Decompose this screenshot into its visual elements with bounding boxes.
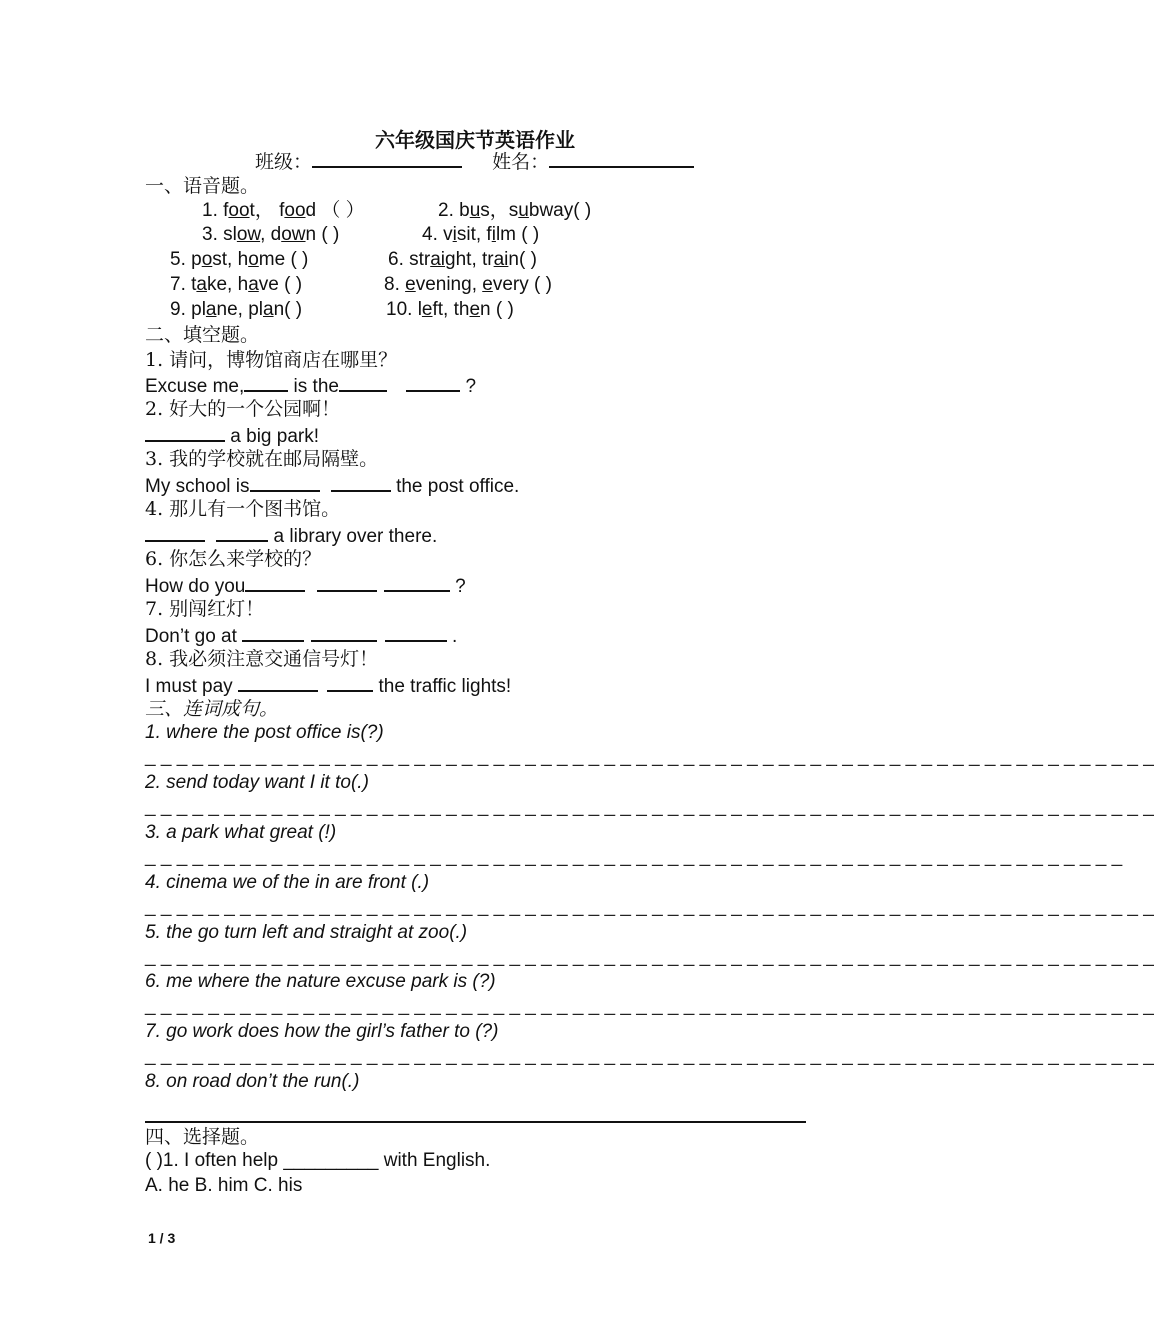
fill-question-cn: 6. 你怎么来学校的？	[145, 548, 322, 570]
section-heading-fill: 二、填空题。	[145, 324, 260, 346]
order-question: 3. a park what great (!)	[145, 822, 337, 843]
answer-blank[interactable]	[145, 422, 225, 442]
section-heading-choice: 四、选择题。	[145, 1126, 260, 1148]
answer-blank[interactable]	[244, 372, 288, 392]
fill-question-cn: 8. 我必须注意交通信号灯！	[145, 648, 379, 670]
answer-blank[interactable]	[406, 372, 460, 392]
fill-question-en: How do you ?	[145, 572, 466, 599]
answer-blank[interactable]	[238, 672, 318, 692]
answer-blank[interactable]	[327, 672, 373, 692]
phonics-item: 3. slow, down ( )	[202, 224, 340, 245]
phonics-item: 8. evening, every ( )	[384, 274, 552, 295]
phonics-item: 10. left, then ( )	[386, 299, 514, 320]
class-blank[interactable]	[312, 148, 462, 168]
answer-blank[interactable]	[311, 622, 377, 642]
fill-question-en: My school is the post office.	[145, 472, 519, 499]
answer-blank[interactable]	[145, 522, 205, 542]
choice-options: A. he B. him C. his	[145, 1175, 303, 1196]
answer-blank[interactable]	[331, 472, 391, 492]
answer-blank[interactable]	[250, 472, 320, 492]
page-number: 1 / 3	[148, 1230, 176, 1246]
answer-blank[interactable]	[317, 572, 377, 592]
phonics-item: 1. foot， food （ ）	[202, 200, 365, 221]
phonics-item: 2. bus，subway( )	[438, 200, 592, 221]
answer-line[interactable]	[145, 1121, 806, 1123]
fill-question-cn: 2. 好大的一个公园啊！	[145, 398, 341, 420]
choice-question: ( )1. I often help _________ with English.	[145, 1150, 491, 1171]
class-name-line	[255, 148, 694, 174]
phonics-item: 6. straight, train( )	[388, 249, 537, 270]
order-question: 2. send today want I it to(.)	[145, 772, 369, 793]
answer-blank[interactable]	[384, 572, 450, 592]
fill-question-en: Don’t go at .	[145, 622, 457, 649]
fill-question-cn: 1. 请问，博物馆商店在哪里？	[145, 349, 398, 371]
phonics-item: 4. visit, film ( )	[422, 224, 540, 245]
section-heading-phonics: 一、语音题。	[145, 175, 260, 197]
order-question: 8. on road don’t the run(.)	[145, 1071, 360, 1092]
phonics-item: 9. plane, plan( )	[170, 299, 303, 320]
fill-question-cn: 7. 别闯红灯！	[145, 598, 265, 620]
answer-dash-line[interactable]: _ _ _ _ _ _ _ _ _ _ _ _ _ _ _ _ _ _ _ _ _ _ _ _ _ _ _ _ _ _ _ _ _ _ _ _ _ _ _ _ _ _ _ _ _ _ _ _ _ _ _ _ _ _ _ _ _ _ _ _ _ _ _ _	[145, 746, 1154, 767]
fill-question-en: a big park!	[145, 422, 319, 449]
fill-question-cn: 4. 那儿有一个图书馆。	[145, 498, 341, 520]
answer-blank[interactable]	[339, 372, 387, 392]
answer-blank[interactable]	[216, 522, 268, 542]
answer-blank[interactable]	[245, 572, 305, 592]
class-label: 班级：	[255, 151, 313, 173]
page-title: 六年级国庆节英语作业	[375, 128, 575, 152]
order-question: 6. me where the nature excuse park is (?)	[145, 971, 496, 992]
fill-question-en: Excuse me, is the ?	[145, 372, 476, 399]
answer-dash-line[interactable]: _ _ _ _ _ _ _ _ _ _ _ _ _ _ _ _ _ _ _ _ _ _ _ _ _ _ _ _ _ _ _ _ _ _ _ _ _ _ _ _ _ _ _ _ _ _ _ _ _ _ _ _ _ _ _ _ _ _ _ _ _ _ _ _	[145, 946, 1154, 967]
order-question: 7. go work does how the girl’s father to (?)	[145, 1021, 499, 1042]
answer-dash-line[interactable]: _ _ _ _ _ _ _ _ _ _ _ _ _ _ _ _ _ _ _ _ _ _ _ _ _ _ _ _ _ _ _ _ _ _ _ _ _ _ _ _ _ _ _ _ _ _ _ _ _ _ _ _ _ _ _ _ _ _ _ _ _ _ _ _	[145, 796, 1154, 817]
order-question: 5. the go turn left and straight at zoo(.)	[145, 922, 468, 943]
section-heading-order: 三、连词成句。	[145, 698, 279, 720]
phonics-item: 5. post, home ( )	[170, 249, 309, 270]
phonics-item: 7. take, have ( )	[170, 274, 303, 295]
name-blank[interactable]	[549, 148, 694, 168]
answer-dash-line[interactable]: _ _ _ _ _ _ _ _ _ _ _ _ _ _ _ _ _ _ _ _ _ _ _ _ _ _ _ _ _ _ _ _ _ _ _ _ _ _ _ _ _ _ _ _ _ _ _ _ _ _ _ _ _ _ _ _ _ _ _ _ _ _ _ _	[145, 1045, 1154, 1066]
fill-question-en: a library over there.	[145, 522, 437, 549]
answer-dash-line[interactable]: _ _ _ _ _ _ _ _ _ _ _ _ _ _ _ _ _ _ _ _ _ _ _ _ _ _ _ _ _ _ _ _ _ _ _ _ _ _ _ _ _ _ _ _ _ _ _ _ _ _ _ _ _ _ _ _ _ _ _ _ _ _ _ _	[145, 896, 1154, 917]
answer-blank[interactable]	[242, 622, 304, 642]
order-question: 4. cinema we of the in are front (.)	[145, 872, 430, 893]
fill-question-en: I must pay the traffic lights!	[145, 672, 511, 699]
answer-blank[interactable]	[385, 622, 447, 642]
answer-dash-line[interactable]: _ _ _ _ _ _ _ _ _ _ _ _ _ _ _ _ _ _ _ _ _ _ _ _ _ _ _ _ _ _ _ _ _ _ _ _ _ _ _ _ _ _ _ _ _ _ _ _ _ _ _ _ _ _ _ _ _ _ _ _ _ _ _ _	[145, 995, 1154, 1016]
fill-question-cn: 3. 我的学校就在邮局隔壁。	[145, 448, 379, 470]
name-label: 姓名：	[492, 151, 550, 173]
answer-dash-line[interactable]: _ _ _ _ _ _ _ _ _ _ _ _ _ _ _ _ _ _ _ _ _ _ _ _ _ _ _ _ _ _ _ _ _ _ _ _ _ _ _ _ _ _ _ _ _ _ _ _ _ _ _ _ _ _ _ _ _ _ _ _ _ _	[145, 846, 1123, 867]
order-question: 1. where the post office is(?)	[145, 722, 384, 743]
